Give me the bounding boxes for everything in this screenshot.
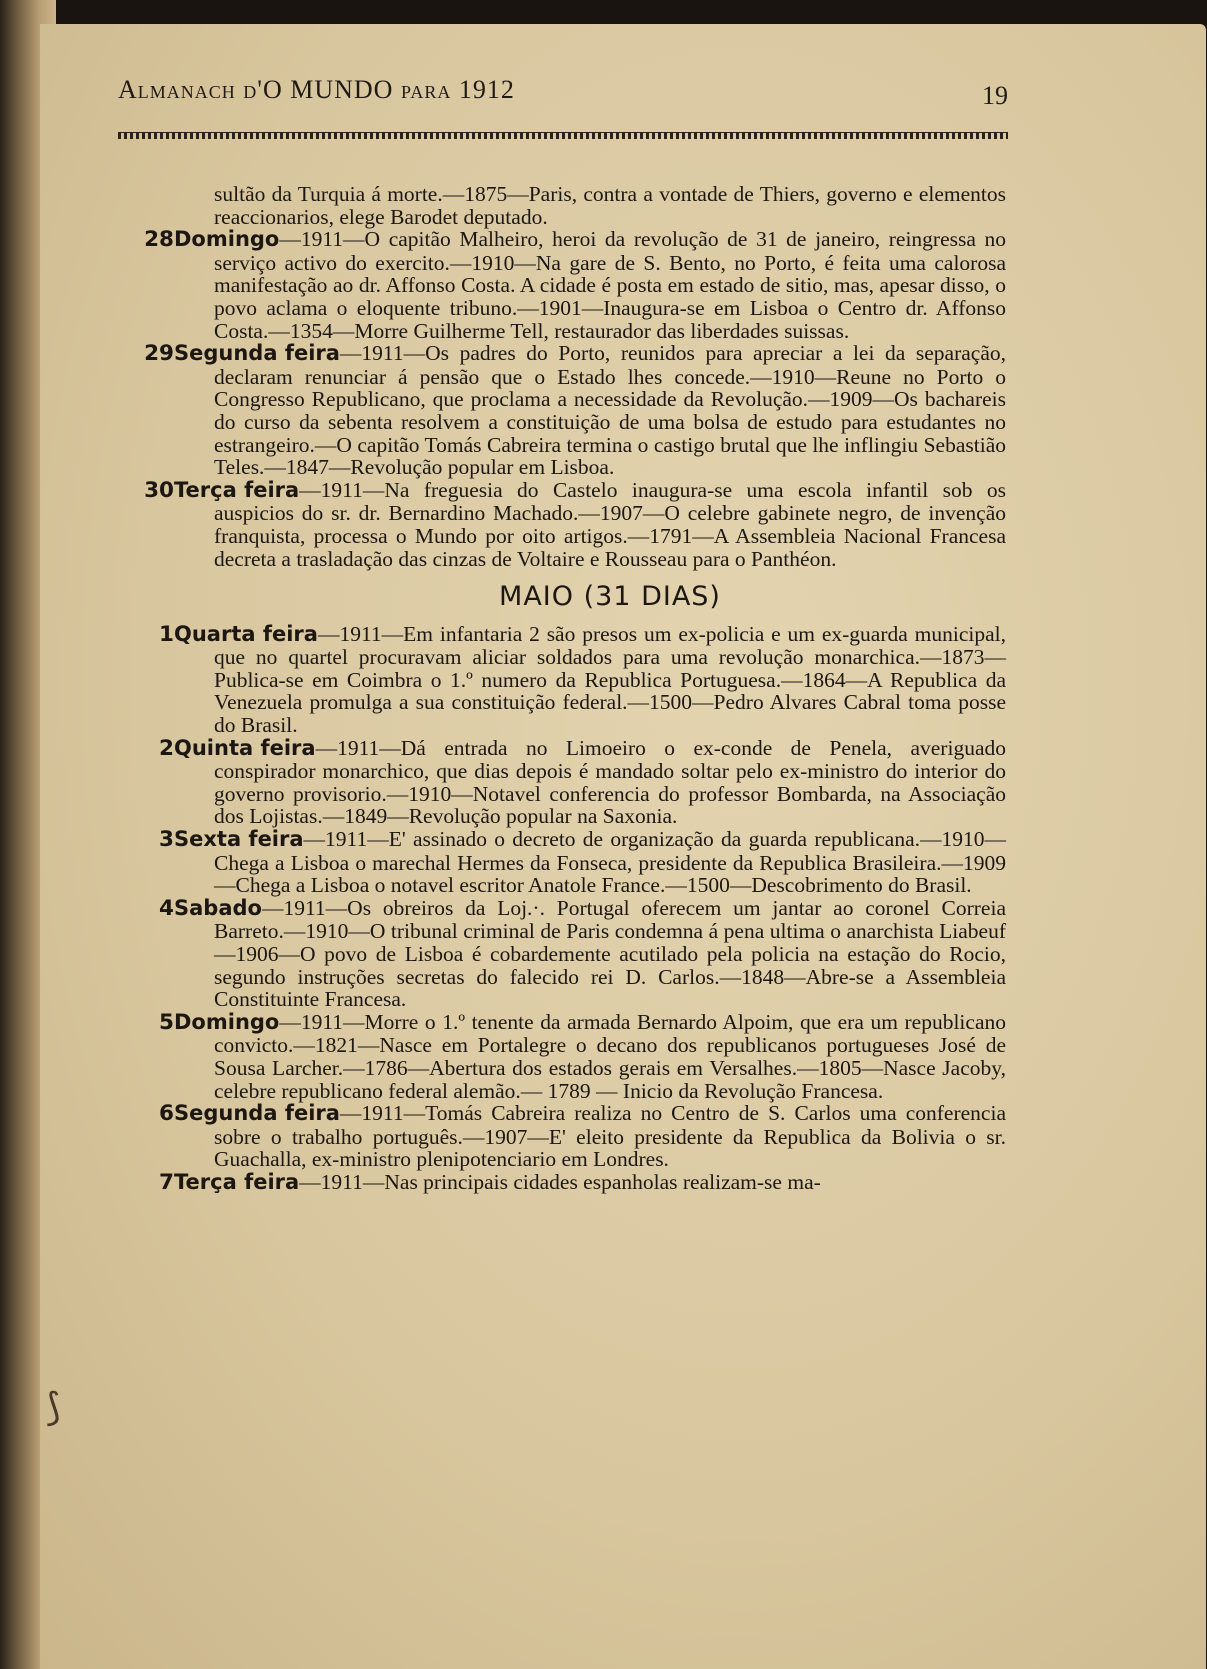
weekday-label: Sexta feira: [174, 827, 304, 852]
april-continuation: [140, 183, 1006, 228]
day-entry-may-1: [140, 623, 1006, 737]
day-number: 2: [159, 735, 174, 761]
day-entry-april-28: [140, 228, 1006, 342]
entry-text: —1911—O capitão Malheiro, heroi da revolução de 31 de janeiro, reingressa no serviço activo do exercito.—1910—Na gare de S. Bento, no Porto, é feita uma calorosa manifestação ao dr. Affonso Costa. A cidade é posta em estado de sitio, mas, apesar disso, o povo aclama o eloquente tribuno.—1901—Inaugura-se em Lisboa o Centro dr. Affonso Costa.—1354—Morre Guilherme Tell, restaurador das liberdades suissas.: [214, 227, 1006, 343]
weekday-label: Segunda feira: [174, 341, 340, 366]
weekday-label: Domingo: [174, 1009, 280, 1034]
day-number: 7: [159, 1169, 174, 1195]
entry-text: —1911—Os obreiros da Loj.·. Portugal oferecem um jantar ao coronel Correia Barreto.—1910—O tribunal criminal de Paris condemna á pena ultima o anarchista Liabeuf—1906—O povo de Lisboa é cobardemente acutilado pela policia na estação do Rocio, segundo instruções secretas do falecido rei D. Carlos.—1848—Abre-se a Assembleia Constituinte Francesa.: [214, 895, 1006, 1012]
entry-text: —1911—Morre o 1.º tenente da armada Bernardo Alpoim, que era um republicano convicto.—1821—Nasce em Portalegre o decano dos republicanos portugueses José de Sousa Larcher.—1786—Abertura dos estados gerais em Versalhes.—1805—Nasce Jacoby, celebre republicano federal alemão.— 1789 — Inicio da Revolução Francesa.: [214, 1009, 1006, 1103]
day-number: 5: [159, 1009, 174, 1035]
continuation-text: sultão da Turquia á morte.—1875—Paris, contra a vontade de Thiers, governo e elementos reaccionarios, elege Barodet deputado.: [214, 182, 1006, 229]
day-number: 3: [159, 827, 174, 853]
day-entry-may-2: [140, 737, 1006, 828]
margin-pencil-mark: ⟆: [46, 1385, 61, 1429]
day-entry-april-30: [140, 479, 1006, 570]
day-entry-may-3: [140, 828, 1006, 897]
weekday-label: Quinta feira: [174, 735, 316, 760]
entry-text: —1911—Na freguesia do Castelo inaugura-se uma escola infantil sob os auspicios do sr. dr. Bernardino Machado.—1907—O celebre gabinete negro, de invenção franquista, processa o Mundo por oito artigos.—1791—A Assembleia Nacional Francesa decreta a trasladação das cinzas de Voltaire e Rousseau para o Panthéon.: [214, 477, 1006, 571]
weekday-label: Sabado: [174, 895, 262, 920]
month-heading: MAIO (31 DIAS): [499, 581, 721, 613]
day-number: 6: [159, 1101, 174, 1127]
day-entry-may-6: [140, 1102, 1006, 1171]
day-number: 1: [159, 621, 174, 647]
running-title: Almanach d'O MUNDO para 1912: [118, 75, 515, 104]
page-header: [118, 75, 1008, 111]
header-rule: [118, 132, 1008, 139]
entry-text: —1911—Dá entrada no Limoeiro o ex-conde de Penela, averiguado conspirador monarchico, que dias depois é mandado soltar pelo ex-ministro do interior do governo provisorio.—1910—Notavel conferencia do professor Bombarda, na Associação dos Lojistas.—1849—Revolução popular na Saxonia.: [214, 735, 1006, 829]
day-number: 29: [144, 341, 174, 367]
entry-text: —1911—Os padres do Porto, reunidos para apreciar a lei da separação, declaram renunciar á pensão que o Estado lhes concede.—1910—Reune no Porto o Congresso Republicano, que proclama a necessidade da Revolução.—1909—Os bachareis do curso da sebenta resolvem a constituição de uma bolsa de estudo para estudantes no estrangeiro.—O capitão Tomás Cabreira termina o castigo brutal que lhe inflingiu Sebastião Teles.—1847—Revolução popular em Lisboa.: [214, 341, 1006, 480]
day-number: 4: [159, 895, 174, 921]
day-number: 30: [144, 477, 174, 503]
weekday-label: Terça feira: [174, 477, 300, 502]
day-entry-may-4: [140, 897, 1006, 1011]
day-entry-may-7: [140, 1171, 1006, 1195]
entry-text: —1911—Tomás Cabreira realiza no Centro de S. Carlos uma conferencia sobre o trabalho português.—1907—E' eleito presidente da Republica da Bolivia o sr. Guachalla, ex-ministro plenipotenciario em Londres.: [214, 1101, 1006, 1172]
weekday-label: Segunda feira: [174, 1101, 340, 1126]
day-number: 28: [144, 227, 174, 253]
weekday-label: Terça feira: [174, 1169, 300, 1194]
entry-text: —1911—E' assinado o decreto de organização da guarda republicana.—1910—Chega a Lisboa o marechal Hermes da Fonseca, presidente da Republica Brasileira.—1909—Chega a Lisboa o notavel escritor Anatole France.—1500—Descobrimento do Brasil.: [214, 827, 1006, 898]
entry-text: —1911—Em infantaria 2 são presos um ex-policia e um ex-guarda municipal, que no quartel procuravam aliciar soldados para uma revolução monarchica.—1873—Publica-se em Coimbra o 1.º numero da Republica Portuguesa.—1864—A Republica da Venezuela promulga a sua constituição federal.—1500—Pedro Alvares Cabral toma posse do Brasil.: [214, 621, 1006, 738]
entry-text: —1911—Nas principais cidades espanholas realizam-se ma-: [299, 1169, 821, 1194]
weekday-label: Quarta feira: [174, 621, 318, 646]
weekday-label: Domingo: [174, 227, 280, 252]
day-entry-april-29: [140, 342, 1006, 479]
page-number: 19: [982, 81, 1008, 110]
day-entry-may-5: [140, 1011, 1006, 1102]
almanac-content: [140, 183, 1006, 1195]
